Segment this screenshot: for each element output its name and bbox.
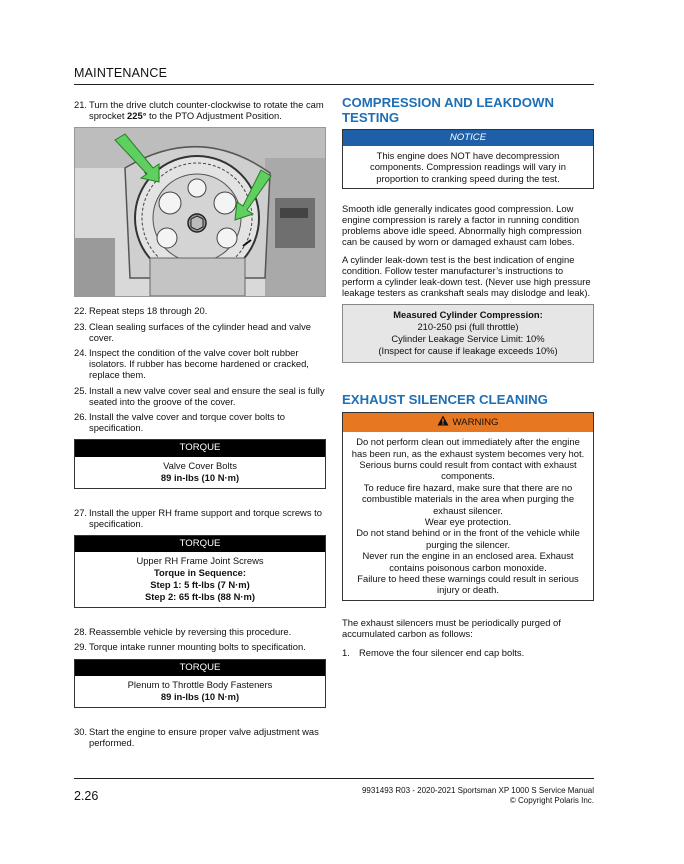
exhaust-section-title: EXHAUST SILENCER CLEANING <box>342 392 548 408</box>
torque-header: TORQUE <box>75 440 325 456</box>
step-text: Turn the drive clutch counter-clockwise to rotate the cam sprocket 225° to the PTO Adjustment Position. <box>89 99 324 122</box>
steps-22-26 <box>74 305 326 433</box>
notice-header: NOTICE <box>343 130 593 146</box>
step-30: 30. Start the engine to ensure proper valve adjustment was performed. <box>74 725 319 749</box>
list-item: 24. Inspect the condition of the valve cover bolt rubber isolators. If rubber has become hardened or cracked, replace them. <box>74 347 309 381</box>
torque-body: Plenum to Throttle Body Fasteners 89 in-lbs (10 N·m) <box>127 678 273 702</box>
footer-rule <box>74 778 594 779</box>
notice-box <box>342 129 594 189</box>
warning-header: WARNING <box>343 413 593 432</box>
footer-info <box>362 786 594 806</box>
list-item: 29. Torque intake runner mounting bolts to specification. <box>74 641 306 653</box>
header-rule <box>74 84 594 85</box>
left-column <box>74 99 326 752</box>
list-item: 25. Install a new valve cover seal and ensure the seal is fully seated into the groove of the cover. <box>74 384 325 407</box>
steps-28-29 <box>74 626 326 652</box>
paragraph-purge: The exhaust silencers must be periodically purged of accumulated carbon as follows: <box>342 616 561 640</box>
right-column <box>342 96 594 662</box>
torque-box-valve-cover <box>74 439 326 488</box>
torque-box-plenum <box>74 659 326 708</box>
torque-box-frame-joint <box>74 535 326 608</box>
step-number: 21. <box>74 99 88 110</box>
copyright: © Copyright Polaris Inc. <box>509 796 594 805</box>
torque-body: Valve Cover Bolts 89 in-lbs (10 N·m) <box>160 459 240 483</box>
step-1-silencer: 1. Remove the four silencer end cap bolts. <box>342 647 525 659</box>
torque-header: TORQUE <box>75 536 325 552</box>
torque-header: TORQUE <box>75 660 325 676</box>
engine-illustration <box>75 128 325 296</box>
list-item: 26. Install the valve cover and torque cover bolts to specification. <box>74 411 285 434</box>
torque-body: Upper RH Frame Joint Screws Torque in Sequence: Step 1: 5 ft-lbs (7 N·m) Step 2: 65 ft-lbs (88 N·m) <box>136 555 264 603</box>
cam-sprocket-photo <box>74 127 326 297</box>
compression-section-title: COMPRESSION AND LEAKDOWN TESTING <box>342 95 554 125</box>
warning-box <box>342 412 594 601</box>
list-item: 22. Repeat steps 18 through 20. <box>74 305 208 317</box>
section-header: MAINTENANCE <box>74 66 168 80</box>
manual-title: 9931493 R03 - 2020-2021 Sportsman XP 1000 S Service Manual <box>361 786 594 795</box>
step-21 <box>74 99 326 121</box>
list-item: 23. Clean sealing surfaces of the cylinder head and valve cover. <box>74 320 312 343</box>
notice-body: This engine does NOT have decompression components. Compression readings will vary in proportion to cranking speed during the test. <box>370 150 566 184</box>
paragraph-leakdown: A cylinder leak-down test is the best indication of engine condition. Follow tester manufacturer’s instructions to perform a cylinder leak-down test. (Never use high pressure leakage testers as crankshaft seals may dislodge and leak). <box>342 253 591 299</box>
list-item: 28. Reassemble vehicle by reversing this procedure. <box>74 626 292 638</box>
compression-spec-box: Measured Cylinder Compression: 210-250 psi (full throttle) Cylinder Leakage Service Limit: 10% (Inspect for cause if leakage exceeds 10%) <box>342 304 594 363</box>
page-number: 2.26 <box>74 789 99 803</box>
step-27: 27. Install the upper RH frame support and torque screws to specification. <box>74 506 322 529</box>
paragraph-idle: Smooth idle generally indicates good compression. Low engine compression is rarely a factor in running condition problems above idle speed. Abnormally high compression can be caused by worn or damaged exhaust cam lobes. <box>342 202 582 248</box>
warning-triangle-icon <box>437 415 449 429</box>
warning-body: Do not perform clean out immediately after the engine has been run, as the exhaust system becomes very hot. Serious burns could result from contact with exhaust components. To reduce fire hazard, make sure that there are no combustible materials in the area when purging the exhaust silencer. Wear eye protection. Do not stand behind or in the front of the vehicle while purging the silencer. Never run the engine in an enclosed area. Exhaust contains poisonous carbon monoxide. Failure to heed these warnings could result in serious injury or death. <box>351 436 585 596</box>
